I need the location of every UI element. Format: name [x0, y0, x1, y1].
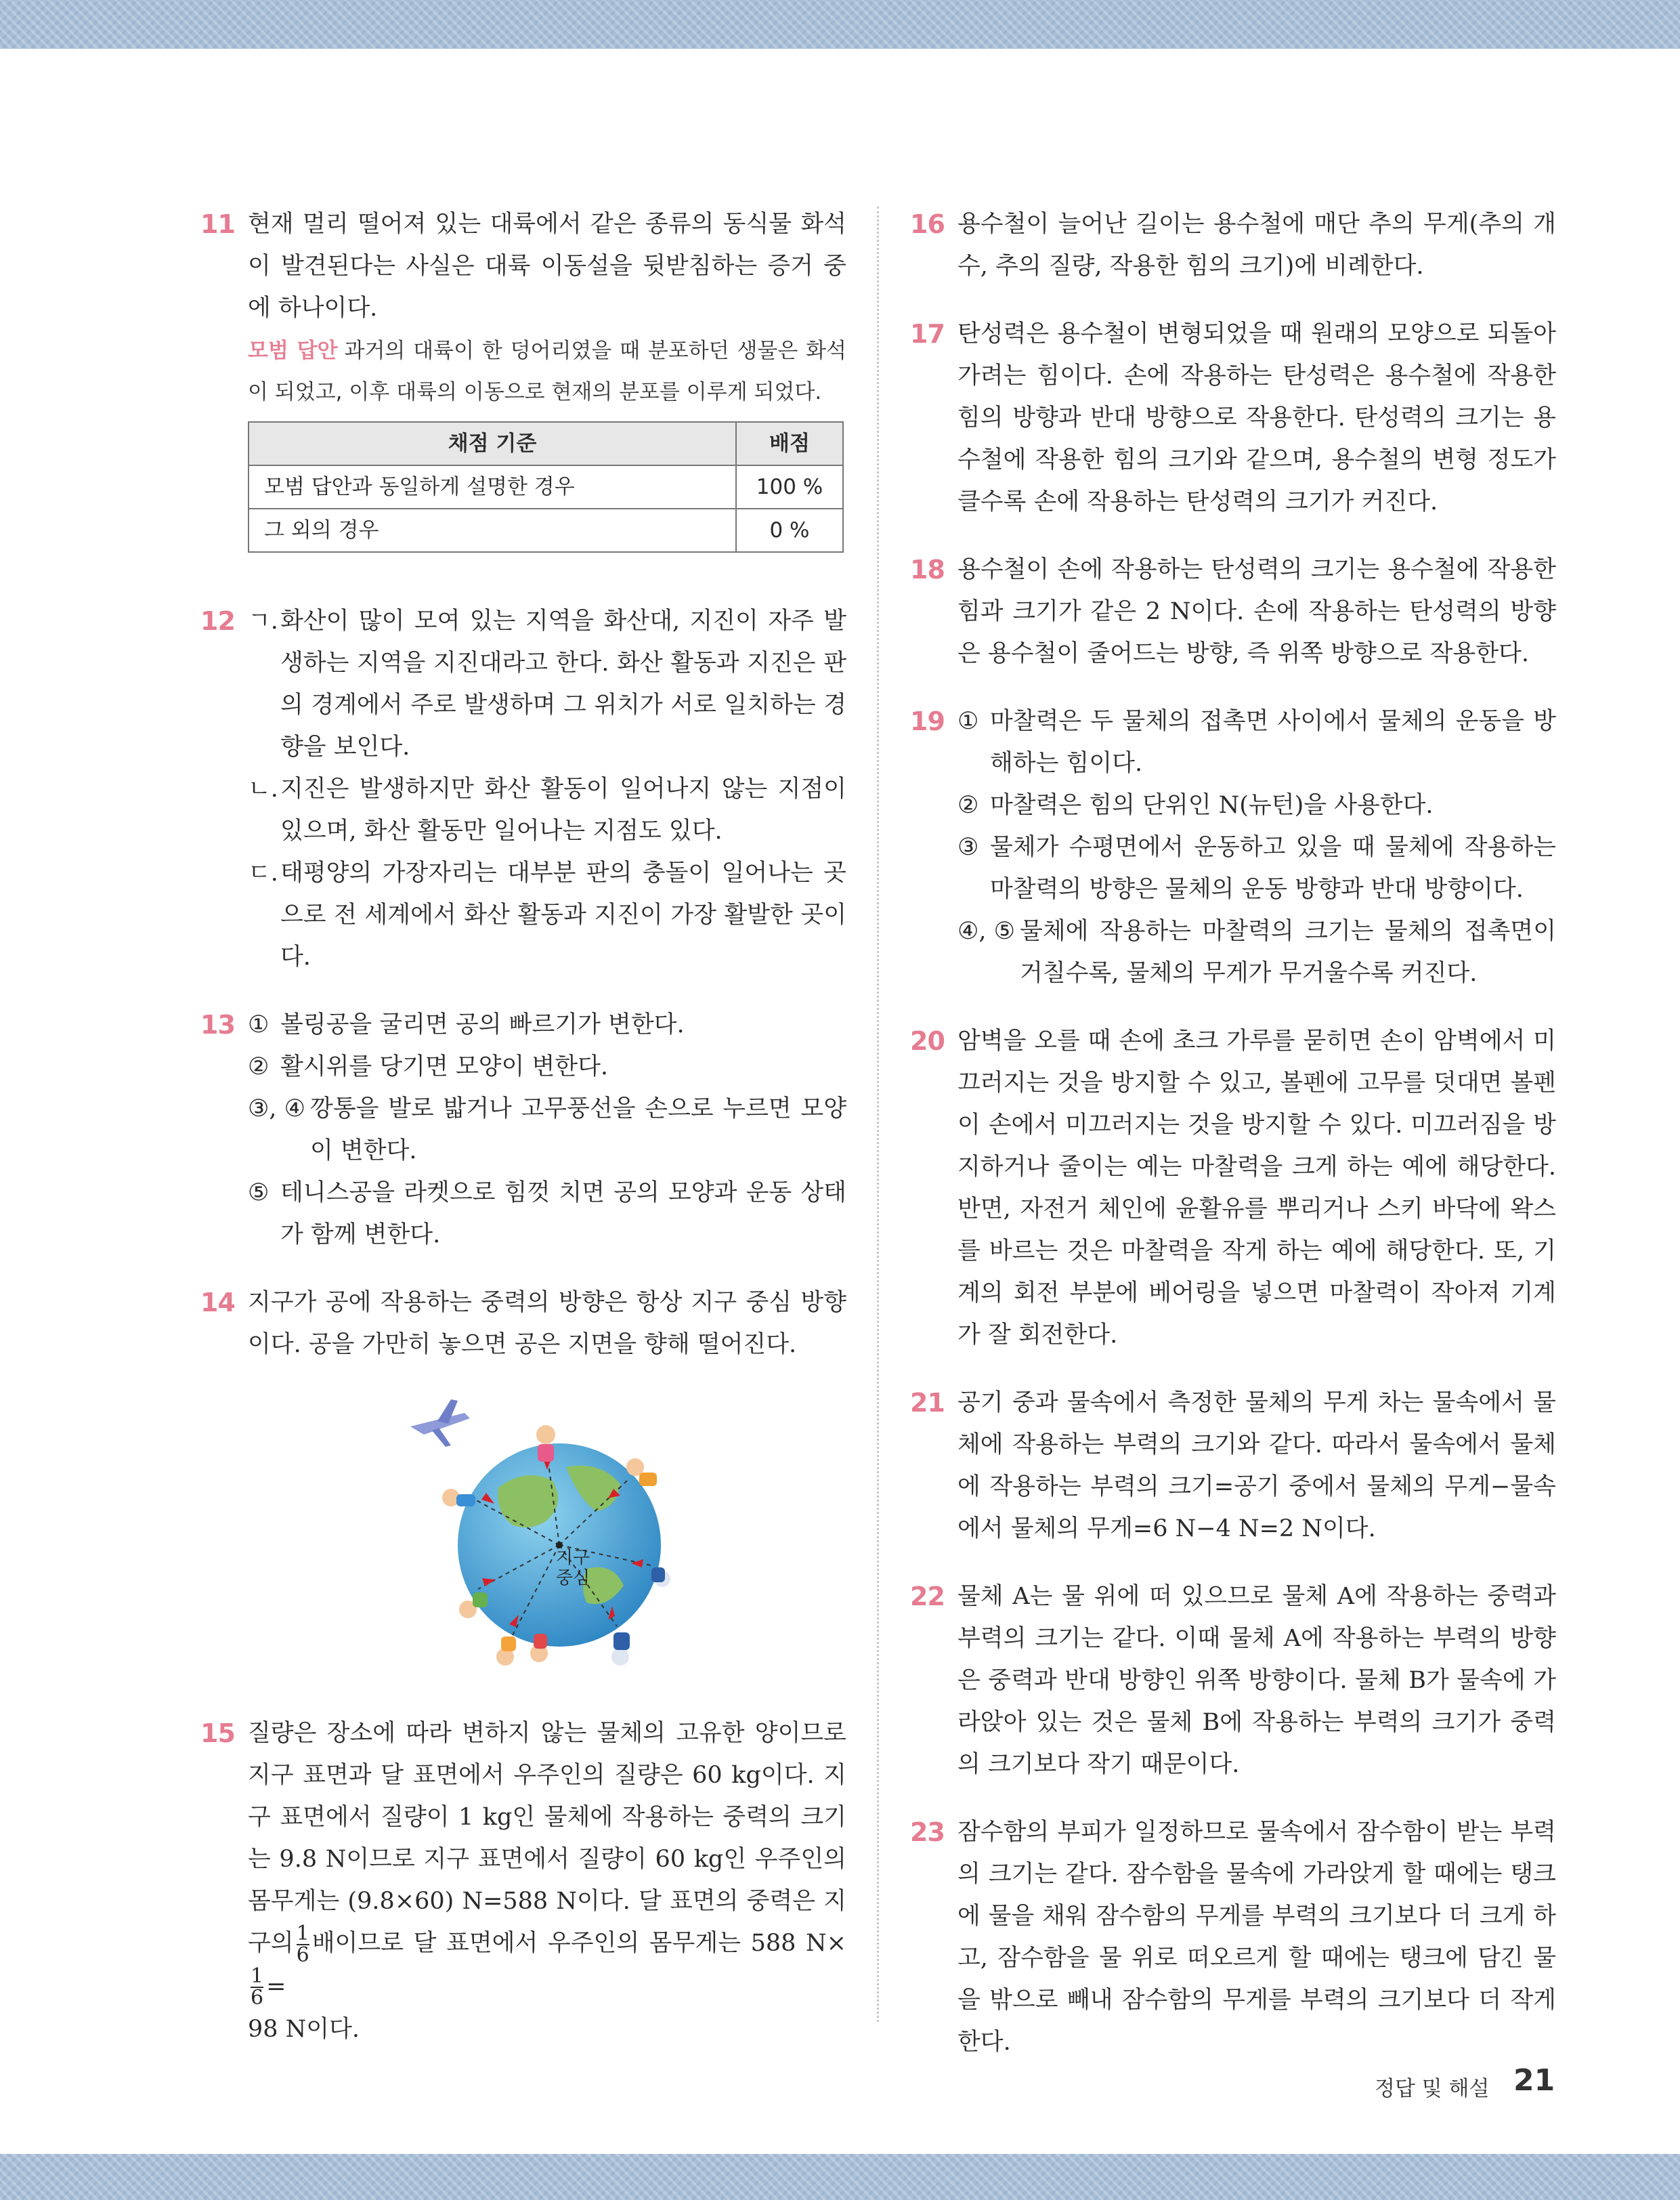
- answer-11: [200, 203, 846, 553]
- question-number: 17: [910, 319, 945, 349]
- answer-text-part-4: 98 N이다.: [248, 2016, 360, 2043]
- left-column: [200, 203, 846, 2050]
- points-cell: 0 %: [736, 509, 843, 552]
- right-column: [910, 203, 1556, 2063]
- list-item: [248, 1046, 846, 1088]
- answer-13: [200, 1004, 846, 1256]
- model-answer-label: 모범 답안: [248, 339, 338, 363]
- item-marker: ㄱ.: [248, 608, 278, 635]
- item-text: 깡통을 발로 밟거나 고무풍선을 손으로 누르면 모양이 변한다.: [310, 1095, 846, 1164]
- item-text: 화산이 많이 모여 있는 지역을 화산대, 지진이 자주 발생하는 지역을 지진대라고 한다. 화산 활동과 지진은 판의 경계에서 주로 발생하며 그 위치가 서로 일치하는 경향을 보인다.: [280, 608, 846, 761]
- answer-15: [200, 1712, 846, 2050]
- item-marker: ④, ⑤: [957, 918, 1016, 945]
- item-text: 물체가 수평면에서 운동하고 있을 때 물체에 작용하는 마찰력의 방향은 물체의 운동 방향과 반대 방향이다.: [990, 834, 1556, 903]
- answer-text-part-1: 질량은 장소에 따라 변하지 않는 물체의 고유한 양이므로 지구 표면과 달 표면에서 우주인의 질량은 60 kg이다. 지구 표면에서 질량이 1 kg인 물체에 작용하는 중력의 크기는 9.8 N이므로 지구 표면에서 질량이 60 kg인 우주인의 몸무게는 (9.8×60) N=588 N이다. 달 표면의 중력은 지구의: [248, 1720, 846, 1957]
- answer-16: [910, 203, 1556, 287]
- answer-20: [910, 1020, 1556, 1356]
- list-item: [248, 1088, 846, 1172]
- list-item: [957, 700, 1556, 784]
- answer-text: 공기 중과 물속에서 측정한 물체의 무게 차는 물속에서 물체에 작용하는 부력의 크기와 같다. 따라서 물속에서 물체에 작용하는 부력의 크기=공기 중에서 물체의 무게−물속에서 물체의 무게=6 N−4 N=2 N이다.: [957, 1389, 1556, 1542]
- page-number: 21: [1513, 2063, 1555, 2098]
- list-item: [957, 826, 1556, 910]
- item-text: 볼링공을 굴리면 공의 빠르기가 변한다.: [280, 1011, 685, 1038]
- list-item: [957, 784, 1556, 826]
- points-cell: 100 %: [736, 465, 843, 509]
- question-number: 19: [910, 706, 945, 736]
- figure-label-earth: 지구: [555, 1548, 590, 1568]
- item-marker: ②: [957, 792, 979, 819]
- question-number: 18: [910, 555, 945, 585]
- answer-23: [910, 1811, 1556, 2063]
- answer-21: [910, 1382, 1556, 1550]
- column-divider: [877, 207, 879, 2022]
- list-item: [248, 852, 846, 978]
- answer-text: 잠수함의 부피가 일정하므로 물속에서 잠수함이 받는 부력의 크기는 같다. 잠수함을 물속에 가라앉게 할 때에는 탱크에 물을 채워 잠수함의 무게를 부력의 크기보다 더 크게 하고, 잠수함을 물 위로 떠오르게 할 때에는 탱크에 담긴 물을 밖으로 빼내 잠수함의 무게를 부력의 크기보다 더 작게 한다.: [957, 1819, 1556, 2056]
- item-marker: ①: [248, 1011, 270, 1038]
- answer-text-part-3: =: [266, 1972, 286, 2000]
- bottom-decorative-band: [0, 2154, 1680, 2200]
- answer-text: 암벽을 오를 때 손에 초크 가루를 묻히면 손이 암벽에서 미끄러지는 것을 방지할 수 있고, 볼펜에 고무를 덧대면 볼펜이 손에서 미끄러지는 것을 방지할 수 있다. 미끄러짐을 방지하거나 줄이는 예는 마찰력을 크게 하는 예에 해당한다. 반면, 자전거 체인에 윤활유를 뿌리거나 스키 바닥에 왁스를 바르는 것은 마찰력을 작게 하는 예에 해당한다. 또, 기계의 회전 부분에 베어링을 넣으면 마찰력이 작아져 기계가 잘 회전한다.: [957, 1028, 1556, 1349]
- model-answer-text: 과거의 대륙이 한 덩어리였을 때 분포하던 생물은 화석이 되었고, 이후 대륙의 이동으로 현재의 분포를 이루게 되었다.: [248, 339, 846, 404]
- question-number: 20: [910, 1026, 945, 1056]
- question-number: 12: [200, 606, 235, 636]
- answer-14: [200, 1282, 846, 1691]
- question-number: 23: [910, 1817, 945, 1847]
- list-item: [957, 910, 1556, 994]
- answer-18: [910, 549, 1556, 675]
- criterion-cell: 그 외의 경우: [249, 509, 736, 552]
- question-number: 16: [910, 209, 945, 239]
- answer-text: 현재 멀리 떨어져 있는 대륙에서 같은 종류의 동식물 화석이 발견된다는 사실은 대륙 이동설을 뒷받침하는 증거 중에 하나이다.: [248, 211, 846, 322]
- table-row: [249, 509, 843, 552]
- item-marker: ㄷ.: [248, 860, 278, 887]
- answer-22: [910, 1575, 1556, 1785]
- answer-text: 탄성력은 용수철이 변형되었을 때 원래의 모양으로 되돌아가려는 힘이다. 손에 작용하는 탄성력은 용수철에 작용한 힘의 방향과 반대 방향으로 작용한다. 탄성력의 크기는 용수철에 작용한 힘의 크기와 같으며, 용수철의 변형 정도가 클수록 손에 작용하는 탄성력의 크기가 커진다.: [957, 320, 1556, 515]
- item-marker: ③: [957, 834, 979, 861]
- item-text: 물체에 작용하는 마찰력의 크기는 물체의 접촉면이 거칠수록, 물체의 무게가 무거울수록 커진다.: [1020, 918, 1556, 987]
- question-number: 13: [200, 1010, 235, 1040]
- item-text: 활시위를 당기면 모양이 변한다.: [280, 1053, 609, 1080]
- question-number: 15: [200, 1718, 235, 1748]
- answer-12: [200, 600, 846, 978]
- model-answer: [248, 331, 846, 413]
- figure-label-center: 중심: [555, 1568, 590, 1588]
- list-item: [248, 600, 846, 768]
- answer-text: 지구가 공에 작용하는 중력의 방향은 항상 지구 중심 방향이다. 공을 가만히 놓으면 공은 지면을 향해 떨어진다.: [248, 1289, 846, 1358]
- question-number: 21: [910, 1388, 945, 1418]
- footer-section-label: 정답 및 해설: [1375, 2077, 1490, 2101]
- question-number: 14: [200, 1288, 235, 1317]
- item-marker: ⑤: [248, 1179, 270, 1206]
- answer-19: [910, 700, 1556, 994]
- item-text: 마찰력은 두 물체의 접촉면 사이에서 물체의 운동을 방해하는 힘이다.: [990, 708, 1556, 777]
- fraction-one-sixth: $\frac{1}{6}$: [251, 1964, 264, 2010]
- table-header-points: 배점: [736, 422, 843, 465]
- question-number: 11: [200, 209, 235, 239]
- globe-illustration: [383, 1386, 735, 1691]
- gravity-globe-figure: [383, 1386, 735, 1691]
- table-header-criterion: 채점 기준: [249, 422, 736, 465]
- item-marker: ③, ④: [248, 1095, 306, 1122]
- airplane-icon: [410, 1399, 470, 1447]
- answer-17: [910, 313, 1556, 523]
- item-marker: ㄴ.: [248, 776, 278, 803]
- list-item: [248, 1172, 846, 1256]
- answer-text: 물체 A는 물 위에 떠 있으므로 물체 A에 작용하는 중력과 부력의 크기는 같다. 이때 물체 A에 작용하는 부력의 방향은 중력과 반대 방향인 위쪽 방향이다. 물체 B가 물속에 가라앉아 있는 것은 물체 B에 작용하는 부력의 크기가 중력의 크기보다 작기 때문이다.: [957, 1583, 1556, 1778]
- item-marker: ①: [957, 708, 979, 735]
- answer-text: [248, 1712, 846, 2050]
- item-text: 테니스공을 라켓으로 힘껏 치면 공의 모양과 운동 상태가 함께 변한다.: [280, 1179, 846, 1248]
- fraction-one-sixth: $\frac{1}{6}$: [296, 1921, 309, 1967]
- answer-text: 용수철이 손에 작용하는 탄성력의 크기는 용수철에 작용한 힘과 크기가 같은 2 N이다. 손에 작용하는 탄성력의 방향은 용수철이 줄어드는 방향, 즉 위쪽 방향으로 작용한다.: [957, 556, 1556, 667]
- item-text: 태평양의 가장자리는 대부분 판의 충돌이 일어나는 곳으로 전 세계에서 화산 활동과 지진이 가장 활발한 곳이다.: [280, 860, 846, 971]
- answer-text: 용수철이 늘어난 길이는 용수철에 매단 추의 무게(추의 개수, 추의 질량, 작용한 힘의 크기)에 비례한다.: [957, 211, 1556, 280]
- item-text: 지진은 발생하지만 화산 활동이 일어나지 않는 지점이 있으며, 화산 활동만 일어나는 지점도 있다.: [280, 776, 846, 845]
- table-row: [249, 465, 843, 509]
- top-decorative-band: [0, 0, 1680, 49]
- answer-text-part-2: 배이므로 달 표면에서 우주인의 몸무게는 588 N×: [311, 1930, 846, 1957]
- question-number: 22: [910, 1582, 945, 1611]
- list-item: [248, 1004, 846, 1046]
- list-item: [248, 768, 846, 852]
- scoring-table: [248, 421, 844, 553]
- item-text: 마찰력은 힘의 단위인 N(뉴턴)을 사용한다.: [990, 792, 1434, 819]
- item-marker: ②: [248, 1053, 270, 1080]
- criterion-cell: 모범 답안과 동일하게 설명한 경우: [249, 465, 736, 509]
